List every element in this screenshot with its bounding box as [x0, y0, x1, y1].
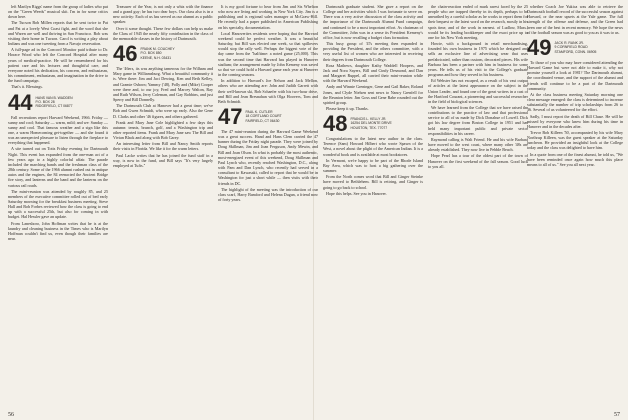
paragraph: Raymond calling is Walt Friend. He and his wife Barbara have moved to the west coast, where many other '48s are already established. They now live in Pebble Beach.	[428, 136, 528, 153]
paragraph: An interesting letter from Bill and Nancy Smith reports their visits in Florida. We like it for the warm letters.	[113, 141, 213, 152]
paragraph: left Marilyn Riggs' name from the group of ladies who put on the "Green Weeds" musical skit. I'm in for some critics down here.	[8, 4, 108, 20]
column-1-bottom-text	[8, 115, 108, 242]
text-column-2	[113, 4, 213, 408]
text-column-3	[218, 4, 318, 408]
text-column-4	[323, 4, 423, 408]
class-secretary-address: JACK R. RANK JR. 9 CORNFIELD ROAD STAMFORD, CONN. 06905	[554, 40, 597, 54]
paragraph: Sadly, I must report the death of Bill Chase. He will be missed by everyone who knew him during his time in Hanover and in the decades after.	[527, 113, 623, 129]
paragraph: Paul Lacke writes that he has joined the fund staff in a way, is now in the fund, and Bill says "It's very largely employed at Tufts."	[113, 152, 213, 168]
paragraph: Trevor Bob Killeen '50, accompanied by his wife Mary Northrup Killeen, was the guest speaker at the Saturday luncheon. He provided an insightful look at the College today and the class was delighted to have him.	[527, 129, 623, 151]
paragraph: Frank and Mary Jane Cole highlighted a few days this autumn: tennis, brunch, golf, and a Washington trip and other reported items. Frank and Mary Jane saw The Bill and Vivian Black and along with Bob Garey.	[113, 119, 213, 141]
paragraph: Congratulations to the latest new author in the class. Terence (Sam) Howard Hilbert who wrote Spawn of the West, a novel about the plight of the American Indian. It is a wonderful book and is available at most bookstores.	[323, 136, 423, 157]
paragraph: the chain-reaction ended of mark rarest faced by the 25 people who are trapped thereby in its depth, perhaps to be unearthed by a careful scholar as he works to report them for their bequest or the latest word on the research, mostly in his spots time, and of the work in earnest. of Ludlow, Mass., would be its leading bookkeeper and the exact price up to one for his New York meeting.	[428, 4, 528, 40]
class-secretary-address: FRANCIS L. KELLY JR. 16254 DEL MONTE DRIVE HOUSTON, TEX. 77077	[350, 117, 392, 130]
paragraph: Howie, with a background in retail merchandising, founded his own business in 1975 which he designed and sells an exclusive line of advertising wear that uses prefabricated, rather than custom, decorated pieces. His wife Barbara has been a partner with him in business for some years. He tells us of his visit to the College's graduate programs and how they served in his business.	[428, 41, 528, 78]
paragraph: The '46ers, its was anything tamerous for the Wilham and Mary game in Williamsburg. What a beautiful community it is. Were there: Jim and Jaci Dewing, Ken and Beth Kelley, and Gramie Osborn; Yammy ('48), Polly and (Mike) Cooper were there and, to our joy, Fred and Marcey Walton, Ray and Ruth Wilson, Jerry Coleman, and Gay Robbins, and just Sperry and Bill Donnelly.	[113, 66, 213, 103]
paragraph: A site turned out on Totts Friday evening for Dartmouth Night. This event has expanded from the one-man act of a few years ago to a highly colorful affair. The parade included the marching bands and the freshman class of the 28th century. Some of the 1966 alumni rushed out in antique autos and the engines, the 84 reenacted the Ancient Bridge fire story, and lanterns and the band and the lanterns on the various rail roads.	[8, 146, 108, 188]
paragraph: Dartmouth graduate student. She gave a report on the College and her activities which I was fortunate to serve on. There was a very active discussion of the class activity and the importance of the Dartmouth Alumni Fund campaign, and continued to be a most important effort. As chairman of the Committee, John was in a sense its President Kemeny's office, but is now recalling a budget class formation.	[323, 4, 423, 40]
paragraph: Andy and Winnie Greninger, Gene and Gail Baker, Roland Jones, and Clyde Nielsen sent news to Nancy Grenfell for the Reunion letter. Jim Goss and Gene Rabe rounded out the spirited group.	[323, 84, 423, 105]
paragraph: The Dartmouth Club at Hanover had a great time; we've Bob and Gwen Schmidt, who were up early. Also the Gene D. Clarks and other '46 figures, and others gathered.	[113, 103, 213, 119]
text-column-1	[8, 4, 108, 408]
paragraph: Ed Webster has not escaped, as a result of his vast output of articles at the latest appearance on the subject in the Union Leader, and found one of the great writers in a cast of the Hartford Courant, a pioneering and successful researcher in the field of biological sciences.	[428, 78, 528, 104]
paragraph: From Lanesboro, John Hoffman writes that he is at the laundry and cleaning business in the Times who is Marilyn Hoffman couldn't find us, even though their families are near.	[8, 220, 108, 242]
paragraph: Rosa Mathews, daughter Kathy Waddell Hoopers, and Jack and Nora Sayers, Bill and Cindy Desmond, and Dan and Margaret Ruppel, all carried their mini-reunion while with the Harvard Weekend.	[323, 62, 423, 84]
paragraph: In a quote from one of the finest alumni, he told us, "We have been reminded once again how much this place means to all of us." See you all next year.	[527, 151, 623, 167]
paragraph: Fall recreations report Harvard Weekend, 1966. Friday — sunny and cool; Saturday — warm, mild; and we: Sunday — sunny and cool. That famous weather and a sign like this one, a warm Homecoming get-together — and she found it was an unexpected pleasure to listen through the fireplace to everything that happened.	[8, 114, 108, 146]
paragraph: Treasurer of the Year, is not only a whiz with the finance and a grand guy; he has two dear boys. Our class also is in a new activity: Each of us has served as our alumni as a public speaker.	[113, 4, 213, 25]
class-secretary-address: PAUL K. CUTLER 18 CORTLAND COURT FAIRFIELD, CT 06430	[245, 109, 282, 123]
paragraph: Please keep it up. Thanks.	[326, 105, 369, 111]
paragraph: This busy group of '47s meeting then expanded in providing the President, and the others committee, with a very useful list of women who are interested in receiving their degrees from Dartmouth College.	[323, 41, 423, 62]
paragraph: In addition to Harvard's Joe Nelson and Jack Mellon, others who are attending are: John and Judith Garrett with their well-known ski, Bob Schaefer with his two-hour drive, and Bill and Jean Bresnahan with Olga Hoovers, Tom and Beth Schmidt.	[218, 78, 318, 104]
paragraph: Local Hanoverites residents were hoping that the Harvard weekend could be perfect weather. It was a beautiful Saturday, but Bill was elected one week, so that spillovers would stop the rally well. Perhaps the biggest vote of the day came from the "halftime: a noted game (25,000). This was the second time that Harvard has played in Hanover stadium; the arrangement made by John Kemeny was saved so that we could hold a Harvard game each year at Hanover in the coming seasons.	[218, 30, 318, 78]
paragraph: It is my good fortune to hear from Jim and Sis Whelton who now are living and working in New York City. Jim is a publishing and is regional sales manager at McGraw-Hill. He recently had a paper published in American Publishing on his specialty, documentation.	[218, 4, 318, 30]
paragraph: A full-page ad in the Concord Monitor paid tribute to Dr. Horace Wood who left the Concord Hospital after many years of medical-practice. He will be remembered for his patient care and his lectures and thoughtful care, and everyone noted his dedication, his concern, and enthusiasm, his commitment, enthusiasm, and imagination in the drive to the fund campaign.	[8, 47, 108, 84]
class-secretary-address: HANS VAN B. WADDEN P.O. BOX 28 RIDGEFIELD, CT 06877	[35, 95, 73, 109]
class-secretary-address: FRANK M. COUCHEY P.O. BOX 850 KEENE, N.H. 03431	[140, 47, 175, 60]
paragraph: The 47 mini-reunion during the Harvard Game Weekend was a great success. Hand and Hans Clem carried the 47 banner during the Friday night parade. They were joined by Doug Skillman, Jim and Joan Ferguson, Andy Mewin, and Bill and Joan Olson. In what is probably the most authentic, most-energized event of this weekend, Doug Skillman and Paul Lynch who, recently reached Washington, D.C., along with Pam and Dan Lynch, who recently had served in a consultant to Kawasaki, called to report that he would be in Washington for just a short while — then visits with their friends in DC.	[218, 128, 318, 186]
text-column-5	[428, 4, 528, 408]
class-number: 44	[8, 89, 33, 115]
paragraph: Over it some thought. These few dollars can help us make the Class of 1945 the nearly fifty contribution in the class of the memorable classes in the history of Dartmouth.	[113, 25, 213, 41]
paragraph: The mini-reunion was attended by roughly 85, and 25 members of the executive committee rolled out of bed early Saturday morning for the breakfast business meeting. Steve Hall and Bob Forbes reviewed how the class is going to end up with a successful 25th, but also for coming in with budget. Hal Hessler gave an update.	[8, 188, 108, 220]
class-entry-47	[218, 103, 318, 129]
paragraph: Hope this helps. See you in Hanover.	[326, 190, 387, 196]
paragraph: Hope Pearl has a tour of the oldest part of the town of Hanover on the first weekend of the fall season. Good luck to you all.	[428, 153, 528, 169]
paragraph: To those of you who may have considered attending the Harvard Game but were not able to make it, why not promise yourself a look at 1981? The Dartmouth alumni, the coordinated venue, and the support of the alumni and friends will continue to be a part of the Dartmouth community.	[527, 59, 623, 91]
page-number-left: 56	[8, 412, 14, 418]
paragraph: In Vermont, we're happy to be part of the Rhode Island Bay Area, which was to host a big gathering over the summer.	[323, 157, 423, 174]
paragraph: At the class business meeting Saturday morning one clear message emerged: the class is determined to increase substantially the number of trip scholarships from 26 to 36. Several of us volunteered for the effort.	[527, 91, 623, 113]
paragraph: The highlight of the meeting was the introduction of our class scarf, Harry Bamford and Helena Dugan, a friend now of forty years.	[218, 186, 318, 202]
paragraph: The Tucson Bob Millen reports that he sent twice to Pat and Pat at a lovely West Coast fight, and the word that she and Waren are well and thriving in San Francisco. Bob was visiting their home in Tucson. Carol is writing a play about Indians and was one tweeting from a Navajo reservation.	[8, 20, 108, 47]
page-number-right: 57	[614, 412, 620, 418]
class-number: 49	[527, 34, 552, 60]
paragraph: We have learned from the College that we have raised the contributions to the practice of law and that professional service to all of us made by Dick Donahue of Lowell. Dick got his law degree from Boston College in 1951 and has held many important public and private sector responsibilities in his career.	[428, 104, 528, 136]
class-number: 48	[323, 111, 348, 137]
class-entry-44	[8, 89, 108, 115]
paragraph: From the North comes word that Bill and Ginger Steinke have moved to Bethlehem. Bill is retiring, and Ginger is going to go back to school.	[323, 174, 423, 190]
class-entry-49	[527, 34, 623, 60]
class-entry-46	[113, 41, 213, 67]
text-column-6	[527, 4, 623, 408]
class-number: 46	[113, 41, 138, 67]
paragraph: That's it. Blessings.	[11, 84, 43, 90]
paragraph: whether Coach Joe Yukica was able to retrieve the Dartmouth football record of the successful season against Harvard, or the near upsets at the Yale game. The full strength of the offense and defense, and the Green had been one of the best in recent memory. We hope the news of the football season was as good to you as it was to us.	[527, 4, 623, 35]
class-entry-48	[323, 111, 423, 137]
column-1-top-text	[8, 4, 108, 90]
class-number: 47	[218, 103, 243, 129]
